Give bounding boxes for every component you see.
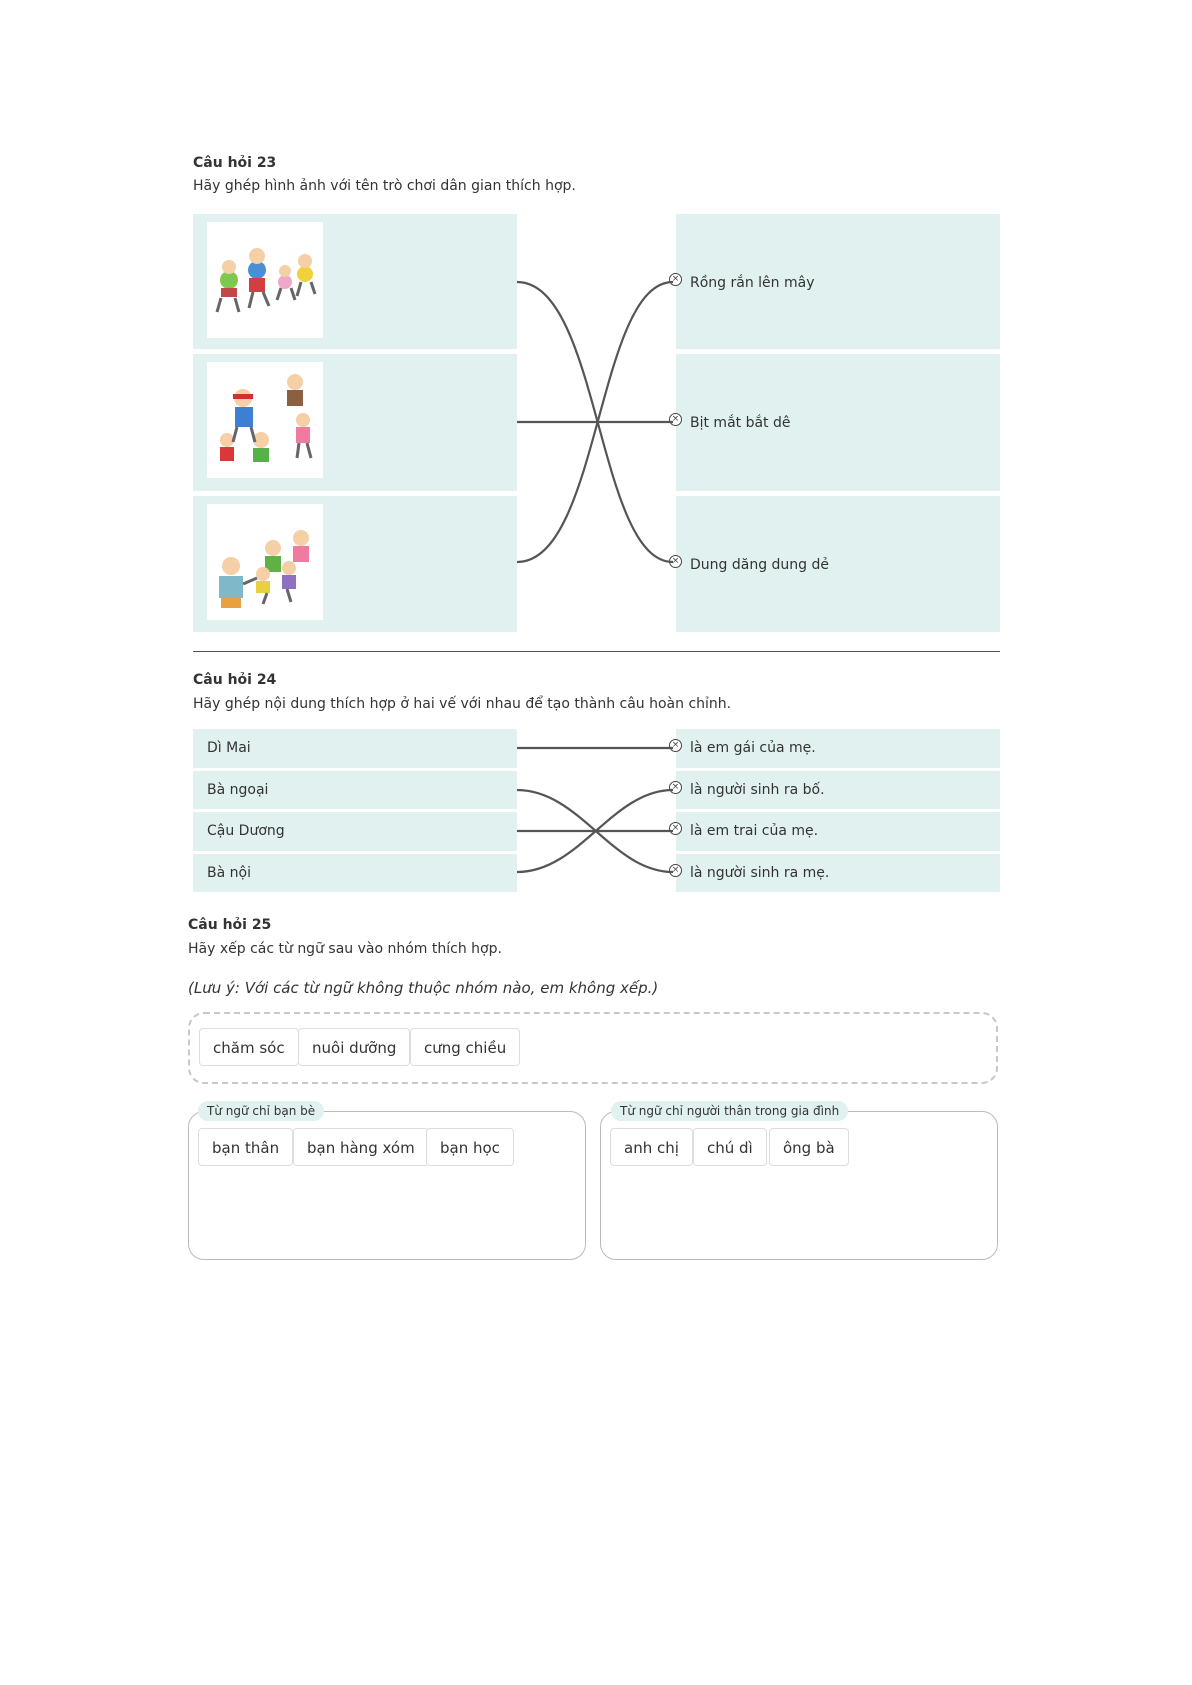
q23-image-slot-1[interactable] <box>193 214 517 349</box>
q24-right-label-4: là người sinh ra mẹ. <box>690 865 830 881</box>
q23-option-box-2[interactable] <box>671 354 1000 491</box>
children-swinging-arms-image <box>207 504 323 620</box>
q24-link-2-4 <box>517 790 673 872</box>
q24-left-item-1[interactable] <box>193 729 517 768</box>
close-circle-icon[interactable]: × <box>669 413 682 426</box>
q24-left-item-2[interactable] <box>193 771 517 809</box>
question-25-note: (Lưu ý: Với các từ ngữ không thuộc nhóm nào, em không xếp.) <box>188 979 659 997</box>
question-24-prompt: Hãy ghép nội dung thích hợp ở hai vế với nhau để tạo thành câu hoàn chỉnh. <box>193 696 732 712</box>
q24-left-label-4: Bà nội <box>207 865 251 881</box>
q23-image-slot-2[interactable] <box>193 354 517 491</box>
q23-option-box-3[interactable] <box>671 496 1000 632</box>
group-family-dropzone[interactable] <box>600 1111 998 1260</box>
word-pool-dropzone[interactable] <box>188 1012 998 1084</box>
q23-link-1-3 <box>517 282 673 562</box>
question-24-title: Câu hỏi 24 <box>193 672 277 688</box>
word-chip[interactable]: ông bà <box>769 1128 849 1166</box>
word-chip[interactable]: chú dì <box>693 1128 767 1166</box>
q24-right-label-2: là người sinh ra bố. <box>690 782 825 798</box>
question-23-title: Câu hỏi 23 <box>193 155 277 171</box>
close-circle-icon[interactable]: × <box>669 781 682 794</box>
q24-right-item-3[interactable] <box>671 812 1000 851</box>
q24-right-item-1[interactable] <box>671 729 1000 768</box>
children-chain-running-image <box>207 222 323 338</box>
q23-image-slot-3[interactable] <box>193 496 517 632</box>
q24-left-label-2: Bà ngoại <box>207 782 269 798</box>
q24-right-item-2[interactable] <box>671 771 1000 809</box>
close-circle-icon[interactable]: × <box>669 739 682 752</box>
close-circle-icon[interactable]: × <box>669 822 682 835</box>
question-25-prompt: Hãy xếp các từ ngữ sau vào nhóm thích hợp. <box>188 941 502 957</box>
q23-option-label-2: Bịt mắt bắt dê <box>690 415 791 431</box>
q24-left-label-1: Dì Mai <box>207 740 251 756</box>
word-chip[interactable]: nuôi dưỡng <box>298 1028 410 1066</box>
question-23-prompt: Hãy ghép hình ảnh với tên trò chơi dân gian thích hợp. <box>193 178 576 194</box>
word-chip[interactable]: bạn thân <box>198 1128 293 1166</box>
question-divider <box>193 651 1000 652</box>
word-chip[interactable]: chăm sóc <box>199 1028 299 1066</box>
group-family-label: Từ ngữ chỉ người thân trong gia đình <box>611 1101 848 1121</box>
q24-link-4-2 <box>517 790 673 872</box>
word-chip[interactable]: bạn hàng xóm <box>293 1128 429 1166</box>
q24-left-label-3: Cậu Dương <box>207 823 285 839</box>
q23-option-label-3: Dung dăng dung dẻ <box>690 557 830 573</box>
word-chip[interactable]: bạn học <box>426 1128 514 1166</box>
q23-option-box-1[interactable] <box>671 214 1000 349</box>
group-friends-label: Từ ngữ chỉ bạn bè <box>198 1101 324 1121</box>
close-circle-icon[interactable]: × <box>669 555 682 568</box>
q23-option-label-1: Rồng rắn lên mây <box>690 275 815 291</box>
q24-left-item-4[interactable] <box>193 854 517 892</box>
close-circle-icon[interactable]: × <box>669 273 682 286</box>
word-chip[interactable]: cưng chiều <box>410 1028 520 1066</box>
q24-right-item-4[interactable] <box>671 854 1000 892</box>
q24-right-label-3: là em trai của mẹ. <box>690 823 819 839</box>
group-friends-dropzone[interactable] <box>188 1111 586 1260</box>
q24-right-label-1: là em gái của mẹ. <box>690 740 816 756</box>
close-circle-icon[interactable]: × <box>669 864 682 877</box>
q24-left-item-3[interactable] <box>193 812 517 851</box>
question-25-title: Câu hỏi 25 <box>188 917 272 933</box>
word-chip[interactable]: anh chị <box>610 1128 693 1166</box>
q23-link-3-1 <box>517 282 673 562</box>
blindfold-game-image <box>207 362 323 478</box>
